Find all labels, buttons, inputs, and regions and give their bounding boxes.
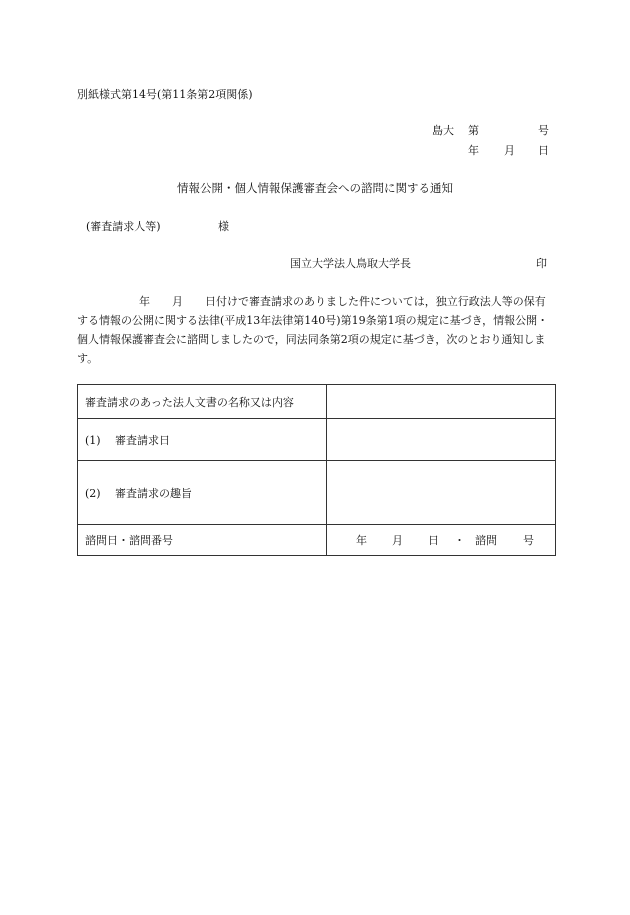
- body-date-year: 年: [139, 295, 150, 308]
- row-label: 審査請求のあった法人文書の名称又は内容: [78, 385, 327, 419]
- inquiry-day: 日: [428, 534, 439, 547]
- row-value: [327, 385, 556, 419]
- inquiry-year: 年: [356, 534, 367, 547]
- table-row: [78, 385, 556, 419]
- doc-number-dai: 第: [468, 124, 479, 137]
- seal-mark: 印: [536, 257, 547, 270]
- body-date-month: 月: [172, 295, 183, 308]
- row-value: [327, 419, 556, 461]
- inquiry-table: [77, 384, 556, 556]
- table-row: [78, 525, 556, 556]
- inquiry-label: 諮問: [475, 534, 497, 547]
- body-text: 日付けで審査請求のありました件については，独立行政法人等の保有する情報の公開に関する法律(平成13年法律第140号)第19条第1項の規定に基づき，情報公開・個人情報保護審査会に諮問しましたので，同法同条第2項の規定に基づき，次のとおり通知します。: [77, 295, 549, 365]
- row-label-text: 審査請求の趣旨: [115, 486, 192, 500]
- form-code: 別紙様式第14号(第11条第2項関係): [77, 88, 253, 101]
- inquiry-separator: ・: [454, 534, 465, 547]
- inquiry-go: 号: [523, 534, 534, 547]
- issue-date-year: 年: [468, 144, 479, 157]
- table-row: [78, 461, 556, 525]
- addressee-honorific: 様: [218, 220, 229, 233]
- inquiry-reference: [327, 525, 556, 556]
- row-label: [78, 419, 327, 461]
- row-value: [327, 461, 556, 525]
- addressee: [86, 218, 229, 234]
- issue-date-month: 月: [504, 144, 515, 157]
- addressee-label: (審査請求人等): [86, 220, 161, 233]
- row-label: [78, 461, 327, 525]
- row-label: 諮問日・諮問番号: [78, 525, 327, 556]
- table-row: [78, 419, 556, 461]
- issue-date-day: 日: [538, 144, 549, 157]
- row-number: (2): [85, 486, 101, 500]
- doc-number-go: 号: [538, 124, 549, 137]
- inquiry-month: 月: [392, 534, 403, 547]
- row-number: (1): [85, 433, 101, 447]
- body-paragraph: [77, 292, 552, 368]
- issuer-name: 国立大学法人鳥取大学長: [290, 257, 411, 270]
- row-label-text: 審査請求日: [115, 433, 170, 447]
- doc-number-prefix: 島大: [432, 124, 454, 137]
- document-title: 情報公開・個人情報保護審査会への諮問に関する通知: [177, 181, 453, 195]
